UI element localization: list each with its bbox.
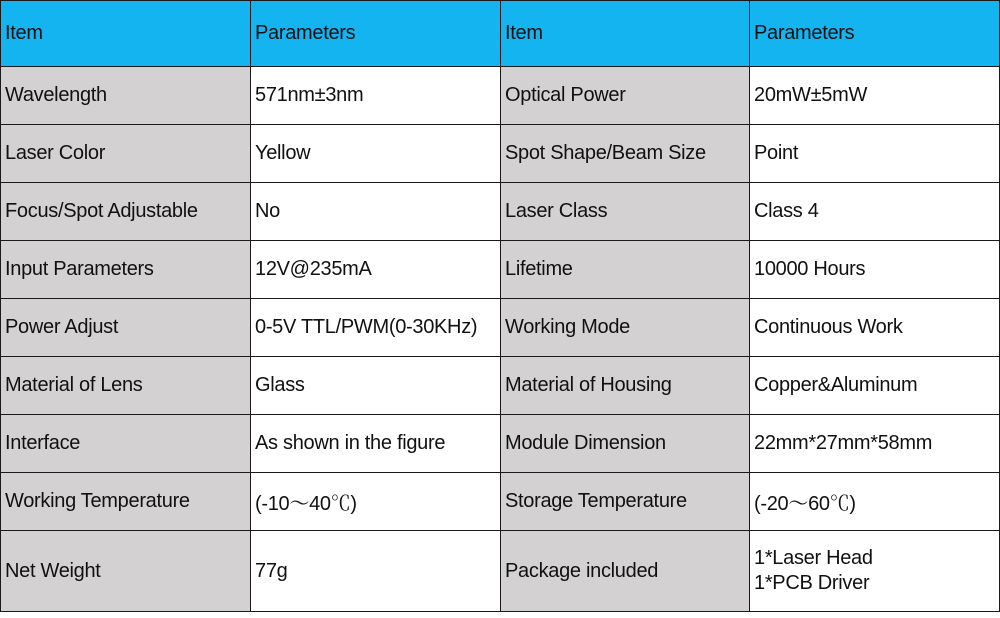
param-value: Continuous Work — [750, 299, 1000, 357]
header-item-left: Item — [1, 1, 251, 67]
table-row — [1, 415, 1000, 473]
param-value: 20mW±5mW — [750, 67, 1000, 125]
param-value: As shown in the figure — [251, 415, 501, 473]
param-value: Class 4 — [750, 183, 1000, 241]
header-parameters-right: Parameters — [750, 1, 1000, 67]
header-item-right: Item — [501, 1, 750, 67]
item-label: Storage Temperature — [501, 473, 750, 531]
item-label: Material of Lens — [1, 357, 251, 415]
table-row — [1, 241, 1000, 299]
header-parameters-left: Parameters — [251, 1, 501, 67]
table-row — [1, 357, 1000, 415]
package-contents — [750, 531, 1000, 612]
table-row — [1, 473, 1000, 531]
item-label: Working Mode — [501, 299, 750, 357]
param-value: 571nm±3nm — [251, 67, 501, 125]
item-label: Focus/Spot Adjustable — [1, 183, 251, 241]
param-value: 77g — [251, 531, 501, 612]
item-label: Package included — [501, 531, 750, 612]
param-value: Copper&Aluminum — [750, 357, 1000, 415]
param-value: Yellow — [251, 125, 501, 183]
param-value: Glass — [251, 357, 501, 415]
param-value: 0-5V TTL/PWM(0-30KHz) — [251, 299, 501, 357]
table-row — [1, 125, 1000, 183]
item-label: Working Temperature — [1, 473, 251, 531]
param-value: 10000 Hours — [750, 241, 1000, 299]
param-value: 22mm*27mm*58mm — [750, 415, 1000, 473]
item-label: Interface — [1, 415, 251, 473]
param-value: Point — [750, 125, 1000, 183]
item-label: Lifetime — [501, 241, 750, 299]
table-row — [1, 299, 1000, 357]
param-value: No — [251, 183, 501, 241]
item-label: Spot Shape/Beam Size — [501, 125, 750, 183]
param-value: 12V@235mA — [251, 241, 501, 299]
item-label: Material of Housing — [501, 357, 750, 415]
package-line: 1*Laser Head — [754, 547, 873, 569]
item-label: Module Dimension — [501, 415, 750, 473]
item-label: Net Weight — [1, 531, 251, 612]
table-row — [1, 531, 1000, 612]
param-value: (-10～40℃) — [251, 473, 501, 531]
table-row — [1, 183, 1000, 241]
item-label: Power Adjust — [1, 299, 251, 357]
param-value: (-20～60℃) — [750, 473, 1000, 531]
table-header-row — [1, 1, 1000, 67]
item-label: Wavelength — [1, 67, 251, 125]
package-line: 1*PCB Driver — [754, 572, 870, 594]
item-label: Input Parameters — [1, 241, 251, 299]
item-label: Laser Color — [1, 125, 251, 183]
item-label: Laser Class — [501, 183, 750, 241]
item-label: Optical Power — [501, 67, 750, 125]
table-row — [1, 67, 1000, 125]
